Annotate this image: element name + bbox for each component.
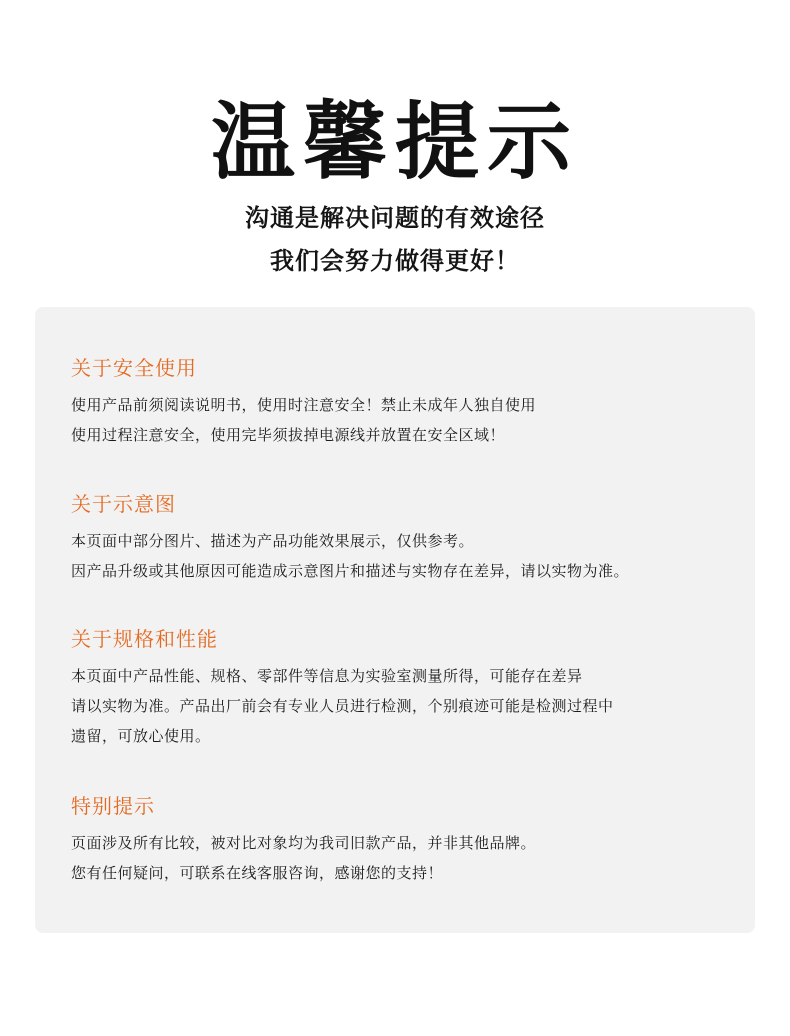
- section-text-line: 页面涉及所有比较，被对比对象均为我司旧款产品，并非其他品牌。: [71, 834, 537, 852]
- section-specs: [71, 625, 731, 751]
- page-title: 温馨提示: [210, 93, 579, 191]
- section-heading-safety: 关于安全使用: [71, 356, 197, 380]
- section-text-line: 因产品升级或其他原因可能造成示意图片和描述与实物存在差异，请以实物为准。: [71, 562, 630, 580]
- section-heading-specs: 关于规格和性能: [71, 627, 218, 651]
- section-heading-special-notice: 特别提示: [71, 794, 155, 818]
- notice-panel: [35, 307, 755, 933]
- section-text-line: 使用过程注意安全，使用完毕须拔掉电源线并放置在安全区域！: [71, 426, 506, 444]
- section-text-line: 遗留，可放心使用。: [71, 727, 211, 745]
- section-text-line: 本页面中部分图片、描述为产品功能效果展示，仅供参考。: [71, 532, 475, 550]
- section-illustration: [71, 490, 731, 586]
- subtitle-line-1: 沟通是解决问题的有效途径: [245, 204, 545, 232]
- section-text-line: 请以实物为准。产品出厂前会有专业人员进行检测，个别痕迹可能是检测过程中: [71, 697, 614, 715]
- section-heading-illustration: 关于示意图: [71, 492, 176, 516]
- section-special-notice: [71, 792, 731, 888]
- section-text-line: 您有任何疑问，可联系在线客服咨询，感谢您的支持！: [71, 864, 444, 882]
- section-text-line: 本页面中产品性能、规格、零部件等信息为实验室测量所得，可能存在差异: [71, 667, 583, 685]
- section-safety: [71, 354, 731, 450]
- section-text-line: 使用产品前须阅读说明书，使用时注意安全！禁止未成年人独自使用: [71, 396, 537, 414]
- subtitle-line-2: 我们会努力做得更好！: [270, 247, 520, 275]
